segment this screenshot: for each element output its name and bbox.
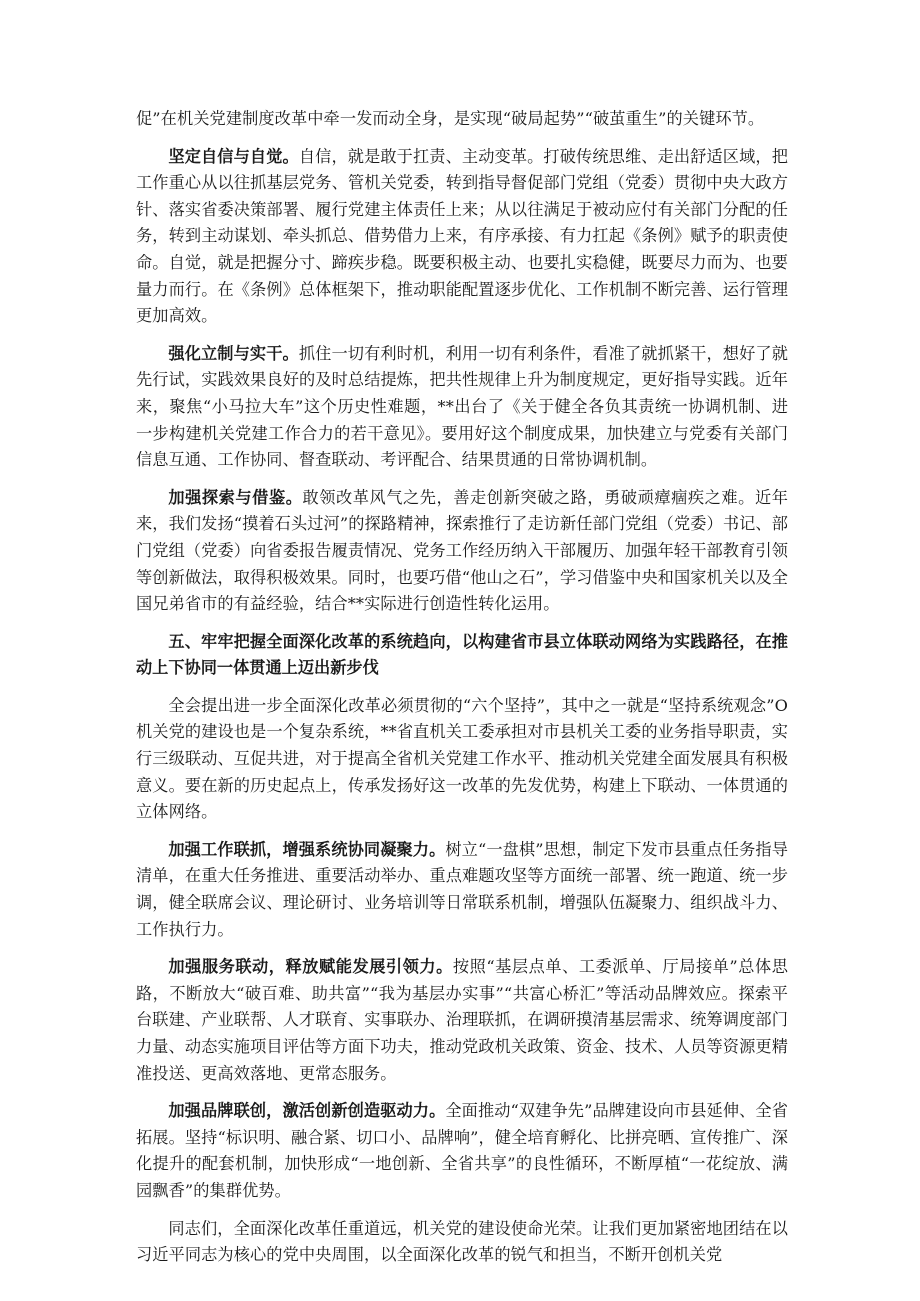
paragraph-institution (136, 341, 788, 474)
paragraph-system (136, 693, 788, 826)
document-page (136, 106, 788, 1280)
paragraph-text: 同志们，全面深化改革任重道远，机关党的建设使命光荣。让我们更加紧密地团结在以习近平同志为核心的党中央周围，以全面深化改革的锐气和担当，不断开创机关党 (136, 1218, 788, 1265)
paragraph-text: 自信，就是敢于扛责、主动变革。打破传统思维、走出舒适区域，把工作重心从以往抓基层党务、管机关党委，转到指导督促部门党组（党委）贯彻中央大政方针、落实省委决策部署、履行党建主体责任上来；从以往满足于被动应付有关部门分配的任务，转到主动谋划、牵头抓总、借势借力上来，有序承接、有力扛起《条例》赋予的职责使命。自觉，就是把握分寸、蹄疾步稳。既要积极主动、也要扎实稳健，既要尽力而为、也要量力而行。在《条例》总体框架下，推动职能配置逐步优化、工作机制不断完善、运行管理更加高效。 (136, 146, 788, 326)
paragraph-text: 按照“基层点单、工委派单、厅局接单”总体思路，不断放大“破百难、助共富”“我为基层办实事”“共富心桥汇”等活动品牌效应。探索平台联建、产业联帮、人才联育、实事联办、治理联抓，在调研摸清基层需求、统筹调度部门力量、动态实施项目评估等方面下功夫，推动党政机关政策、资金、技术、人员等资源更精准投送、更高效落地、更常态服务。 (136, 957, 788, 1083)
paragraph-lead: 强化立制与实干。 (168, 343, 299, 363)
paragraph-exploration (136, 485, 788, 618)
paragraph-confidence (136, 144, 788, 330)
paragraph-lead: 加强品牌联创，激活创新创造驱动力。 (168, 1101, 446, 1121)
paragraph-lead: 加强工作联抓，增强系统协同凝聚力。 (168, 839, 446, 859)
paragraph-text: 全会提出进一步全面深化改革必须贯彻的“六个坚持”，其中之一就是“坚持系统观念”O机关党的建设也是一个复杂系统，**省直机关工委承担对市县机关工委的业务指导职责，实行三级联动、互促共进，对于提高全省机关党建工作水平、推动机关党建全面发展具有积极意义。要在新的历史起点上，传承发扬好这一改革的先发优势，构建上下联动、一体贯通的立体网络。 (136, 695, 788, 822)
paragraph-lead: 加强探索与借鉴。 (168, 487, 303, 507)
paragraph-work-linkage (136, 837, 788, 943)
paragraph-lead: 加强服务联动，释放赋能发展引领力。 (168, 957, 453, 977)
paragraph-text: 促”在机关党建制度改革中牵一发而动全身，是实现“破局起势”“破茧重生”的关键环节。 (136, 109, 765, 128)
paragraph-text: 抓住一切有利时机，利用一切有利条件，看准了就抓紧干，想好了就先行试，实践效果良好的及时总结提炼，把共性规律上升为制度规定，更好指导实践。近年来，聚焦“小马拉大车”这个历史性难题，**出台了《关于健全各负其责统一协调机制、进一步构建机关党建工作合力的若干意见》。要用好这个制度成果，加快建立与党委有关部门信息互通、工作协同、督查联动、考评配合、结果贯通的日常协调机制。 (136, 343, 788, 470)
paragraph-text: 树立“一盘棋”思想，制定下发市县重点任务指导清单，在重大任务推进、重要活动举办、重点难题攻坚等方面统一部署、统一跑道、统一步调，健全联席会议、理论研讨、业务培训等日常联系机制，增强队伍凝聚力、组织战斗力、工作执行力。 (136, 839, 788, 939)
paragraph-brand-linkage (136, 1098, 788, 1204)
paragraph-text: 全面推动“双建争先”品牌建设向市县延伸、全省拓展。坚持“标识明、融合紧、切口小、品牌响”，健全培育孵化、比拼亮晒、宣传推广、深化提升的配套机制，加快形成“一地创新、全省共享”的良性循环，不断厚植“一花绽放、满园飘香”的集群优势。 (136, 1101, 788, 1200)
paragraph-closing (136, 1216, 788, 1269)
paragraph-continuation (136, 106, 788, 133)
paragraph-text: 敢领改革风气之先，善走创新突破之路，勇破顽瘴痼疾之难。近年来，我们发扬“摸着石头过河”的探路精神，探索推行了走访新任部门党组（党委）书记、部门党组（党委）向省委报告履责情况、党务工作经历纳入干部履历、加强年轻干部教育引领等创新做法，取得积极效果。同时，也要巧借“他山之石”，学习借鉴中央和国家机关以及全国兄弟省市的有益经验，结合**实际进行创造性转化运用。 (136, 487, 788, 614)
section-heading: 五、牢牢把握全面深化改革的系统趋向，以构建省市县立体联动网络为实践路径，在推动上下协同一体贯通上迈出新步伐 (136, 631, 788, 678)
paragraph-service-linkage (136, 954, 788, 1087)
paragraph-lead: 坚定自信与自觉。 (168, 146, 299, 166)
